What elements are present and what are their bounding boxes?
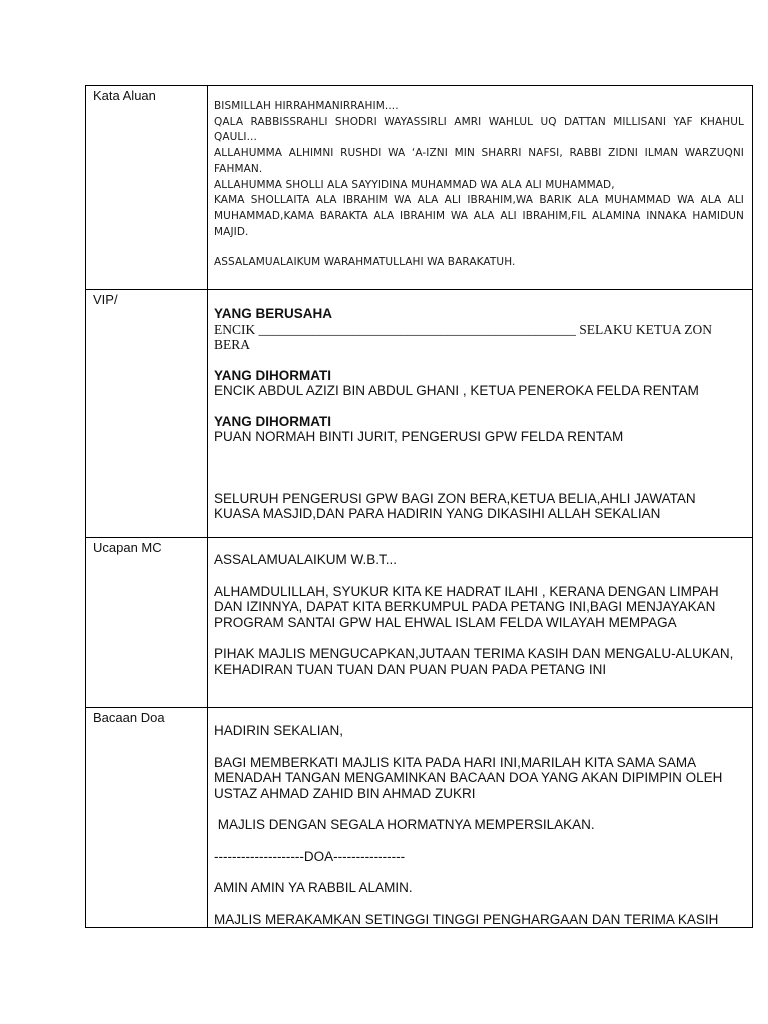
doa-paragraph: HADIRIN SEKALIAN, (214, 723, 344, 738)
doa-paragraph: MAJLIS MERAKAMKAN SETINGGI TINGGI PENGHARGAAN DAN TERIMA KASIH (214, 911, 719, 927)
row-label: Bacaan Doa (86, 708, 208, 928)
doa-paragraph: --------------------DOA---------------- (214, 848, 406, 864)
encik-suffix: SELAKU KETUA ZON BERA (214, 321, 712, 352)
row-ucapan-mc (86, 538, 753, 708)
aluan-line: ALLAHUMMA SHOLLI ALA SAYYIDINA MUHAMMAD WA ALA ALI MUHAMMAD, (214, 178, 615, 191)
aluan-line: ALLAHUMMA ALHIMNI RUSHDI WA ‘A-IZNI MIN SHARRI NAFSI, RABBI ZIDNI ILMAN WARZUQNI FAHMAN. (214, 147, 744, 175)
row-content (208, 538, 753, 708)
mc-paragraph: PIHAK MAJLIS MENGUCAPKAN,JUTAAN TERIMA KASIH DAN MENGALU-ALUKAN, KEHADIRAN TUAN TUAN DAN PUAN PUAN PADA PETANG INI (214, 646, 734, 677)
aluan-line: BISMILLAH HIRRAHMANIRRAHIM.... (214, 100, 399, 112)
vip-heading: YANG DIHORMATI (214, 367, 332, 383)
row-kata-aluan (86, 86, 753, 290)
encik-blank: _______________________________________________ (258, 321, 576, 337)
aluan-line: QALA RABBISSRAHLI SHODRI WAYASSIRLI AMRI WAHLUL UQ DATTAN MILLISANI YAF KHAHUL QAULI... (214, 115, 744, 144)
vip-line: SELURUH PENGERUSI GPW BAGI ZON BERA,KETUA BELIA,AHLI JAWATAN KUASA MASJID,DAN PARA HADIRIN YANG DIKASIHI ALLAH SEKALIAN (214, 490, 696, 521)
row-label: Kata Aluan (86, 86, 208, 290)
vip-heading: YANG BERUSAHA (214, 306, 333, 321)
doa-paragraph: AMIN AMIN YA RABBIL ALAMIN. (214, 880, 413, 895)
vip-line: PUAN NORMAH BINTI JURIT, PENGERUSI GPW FELDA RENTAM (214, 429, 624, 444)
aluan-line: KAMA SHOLLAITA ALA IBRAHIM WA ALA ALI IBRAHIM,WA BARIK ALA MUHAMMAD WA ALA ALI MUHAMMAD,KAMA BARAKTA ALA IBRAHIM WA ALA ALI IBRAHIM,FIL ALAMINA INNAKA HAMIDUN MAJID. (214, 194, 744, 238)
aluan-closing: ASSALAMUALAIKUM WARAHMATULLAHI WA BARAKATUH. (214, 256, 516, 269)
mc-paragraph: ALHAMDULILLAH, SYUKUR KITA KE HADRAT ILAHI , KERANA DENGAN LIMPAH DAN IZINNYA, DAPAT KITA BERKUMPUL PADA PETANG INI,BAGI MENJAYAKAN PROGRAM SANTAI GPW HAL EHWAL ISLAM FELDA WILAYAH MEMPAGA (214, 583, 719, 630)
vip-line: ENCIK ABDUL AZIZI BIN ABDUL GHANI , KETUA PENEROKA FELDA RENTAM (214, 383, 699, 398)
doa-paragraph: MAJLIS DENGAN SEGALA HORMATNYA MEMPERSILAKAN. (214, 817, 595, 832)
row-content (208, 86, 753, 290)
row-label: Ucapan MC (86, 538, 208, 708)
program-script-table (85, 85, 753, 928)
row-label: VIP/ (86, 290, 208, 538)
row-content (208, 708, 753, 928)
doa-paragraph: BAGI MEMBERKATI MAJLIS KITA PADA HARI INI,MARILAH KITA SAMA SAMA MENADAH TANGAN MENGAMINKAN BACAAN DOA YANG AKAN DIPIMPIN OLEH USTAZ AHMAD ZAHID BIN AHMAD ZUKRI (214, 754, 723, 801)
vip-heading: YANG DIHORMATI (214, 413, 332, 429)
mc-paragraph: ASSALAMUALAIKUM W.B.T... (214, 552, 398, 567)
vip-encik-line (214, 322, 744, 352)
row-bacaan-doa (86, 708, 753, 928)
encik-prefix: ENCIK (214, 321, 256, 337)
kata-aluan-text (214, 86, 744, 271)
row-vip (86, 290, 753, 538)
row-content (208, 290, 753, 538)
